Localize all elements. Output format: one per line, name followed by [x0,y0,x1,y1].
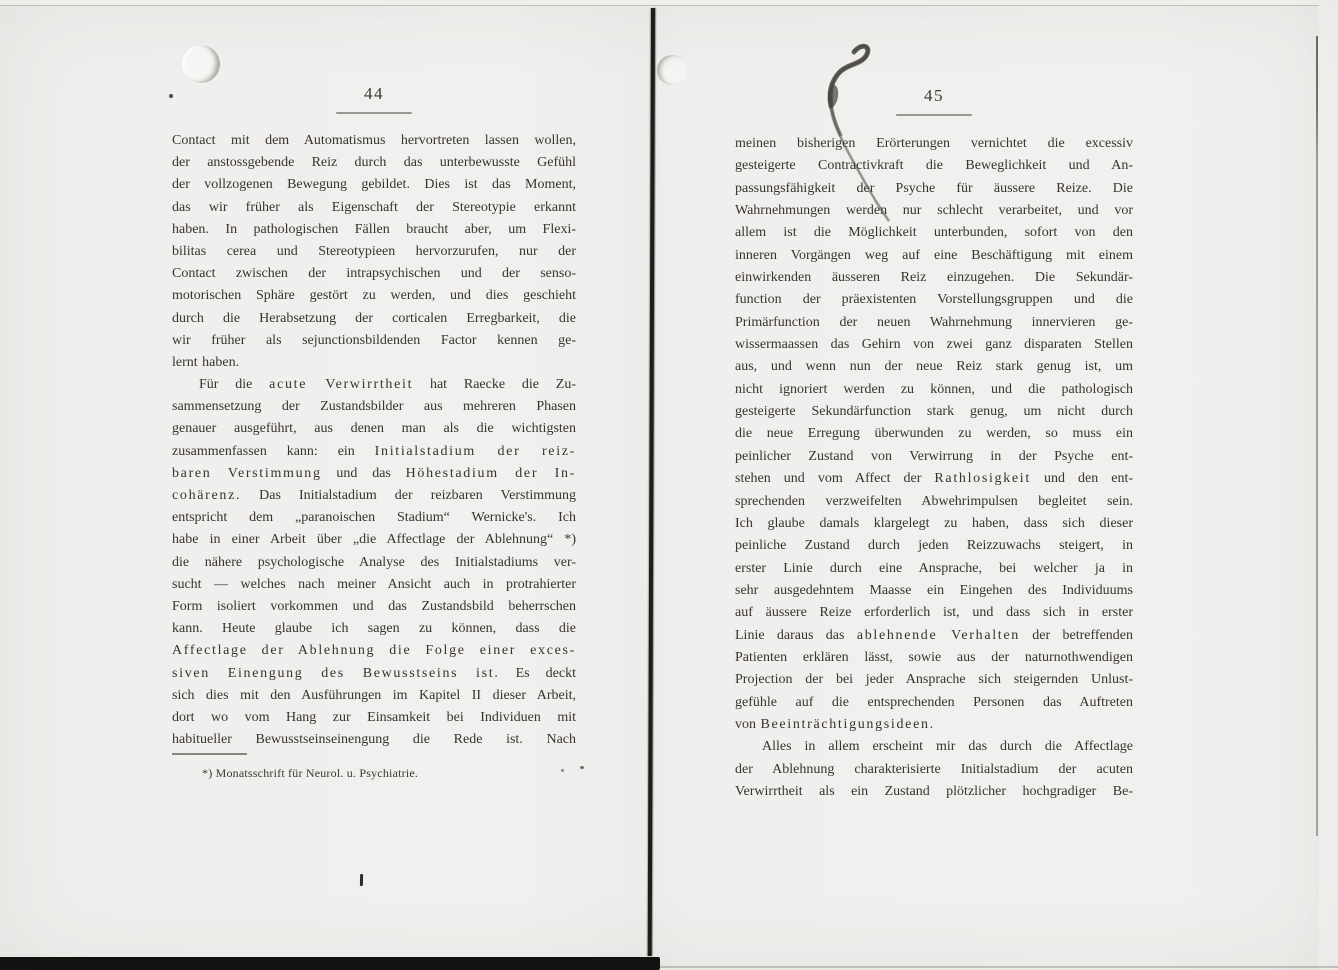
page-number: 45 [924,86,944,105]
text-line: Primärfunction der neuen Wahrnehmung innervieren ge- [735,314,1133,330]
text-line: bilitas cerea und Stereotypieen hervorzurufen, nur der [172,243,576,259]
footnote-rule [172,753,247,755]
text-line: Affectlage der Ablehnung die Folge einer exces- [172,643,576,659]
text-line: peinliche Zustand durch jeden Reizzuwachs steigert, in [735,538,1133,554]
text-line: aus, und wenn nun der neue Reiz stark genug ist, um [735,359,1133,375]
text-line: Form isoliert vorkommen und das Zustandsbild beherrschen [172,598,576,614]
text-line: Contact mit dem Automatismus hervortreten lassen wollen, [172,133,576,148]
text-line: gesteigerte Contractivkraft die Beweglichkeit und An- [735,158,1133,174]
text-line: kann. Heute glaube ich sagen zu können, dass die [172,621,576,637]
text-line: sucht — welches nach meiner Ansicht auch in protrahierter [172,576,576,592]
text-line: inneren Vorgängen weg auf eine Beschäftigung mit einem [735,247,1133,263]
text-line: habe in einer Arbeit über „die Affectlage der Ablehnung“ *) [172,532,576,548]
text-line: einwirkenden äusseren Reiz einzugehen. Die Sekundär- [735,270,1133,286]
text-line: meinen bisherigen Erörterungen vernichtet die excessiv [735,136,1133,151]
scan-bottom-edge-bar [0,957,660,970]
page-number-rule [336,112,412,114]
text-line: passungsfähigkeit der Psyche für äussere Reize. Die [735,180,1133,196]
text-line: lernt haben. [172,354,240,370]
text-line: wissermaassen das Gehirn von zwei ganz disparaten Stellen [735,337,1133,353]
text-line: Wahrnehmungen werden nur schlecht verarbeitet, und vor [735,203,1133,219]
text-line: erster Linie durch eine Ansprache, bei welcher ja in [735,560,1133,576]
text-line: stehen und vom Affect der Rathlosigkeit und den ent- [735,471,1133,487]
text-line: Linie daraus das ablehnende Verhalten der betreffenden [735,627,1133,643]
text-line: der vollzogenen Bewegung gebildet. Dies ist das Moment, [172,177,576,193]
page-edge-line [1316,36,1318,836]
ink-speck [169,94,173,98]
page-number: 44 [364,84,384,103]
scan-bottom-hairline [660,966,1338,968]
text-line: zusammenfassen kann: ein Initialstadium der reiz- [172,443,576,459]
text-line: entspricht dem „paranoischen Stadium“ Wernicke's. Ich [172,510,576,526]
text-line: sprechenden verzweifelten Abwehrimpulsen begleitet sein. [735,493,1133,509]
text-line: Verwirrtheit als ein Zustand plötzlicher hochgradiger Be- [735,783,1133,799]
text-line: siven Einengung des Bewusstseins ist. Es deckt [172,665,576,681]
text-line: die neue Erregung überwunden zu werden, so muss ein [735,426,1133,442]
scan-top-hairline [0,5,1338,6]
text-line: sehr ausgedehntem Maasse ein Eingehen des Individuums [735,582,1133,598]
text-line: nicht ignoriert werden zu können, und die pathologisch [735,381,1133,397]
text-line: Ich glaube damals klargelegt zu haben, dass sich dieser [735,515,1133,531]
text-line: allem ist die Möglichkeit unterbunden, sofort von den [735,225,1133,241]
text-line: habitueller Bewusstseinseinengung die Rede ist. Nach [172,732,576,748]
text-line: Patienten erklären lässt, sowie aus der naturnothwendigen [735,649,1133,665]
text-line: dort wo vom Hang zur Einsamkeit bei Individuen mit [172,709,576,725]
text-line: durch die Herabsetzung der corticalen Erregbarkeit, die [172,310,576,326]
text-line: peinlicher Zustand von Verwirrung in der Psyche ent- [735,448,1133,464]
binding-shadow-line [648,8,655,956]
footnote-text: *) Monatsschrift für Neurol. u. Psychiatrie. [202,766,419,780]
page-45 [735,86,1133,916]
text-line: von Beeinträchtigungsideen. [735,716,935,732]
text-line: genauer ausgeführt, aus denen man als die wichtigsten [172,421,576,437]
text-line: der anstossgebende Reiz durch das unterbewusste Gefühl [172,155,576,171]
ink-speck [580,766,584,769]
text-line: gefühle auf die entsprechenden Personen das Auftreten [735,694,1133,710]
ink-speck [561,769,564,772]
page-44 [172,84,576,904]
text-line: sich dies mit den Ausführungen im Kapitel II dieser Arbeit, [172,687,576,703]
text-line: gesteigerte Sekundärfunction stark genug, um nicht durch [735,404,1133,420]
text-line: Contact zwischen der intrapsychischen und der senso- [172,266,576,282]
scan-right-margin [1319,0,1338,970]
text-line: motorischen Sphäre gestört zu werden, und dies geschieht [172,288,576,304]
text-line: baren Verstimmung und das Höhestadium der In- [172,465,576,481]
text-line: die nähere psychologische Analyse des Initialstadiums ver- [172,554,576,570]
text-line: function der präexistenten Vorstellungsgruppen und die [735,292,1133,308]
text-line: Projection der bei jeder Ansprache sich steigernden Unlust- [735,672,1133,688]
signature-mark [360,874,363,886]
text-line: wir früher als sejunctionsbildenden Factor kennen ge- [172,332,576,348]
text-line: haben. In pathologischen Fällen braucht aber, um Flexi- [172,221,576,237]
ink-stain [800,38,920,228]
text-line: Alles in allem erscheint mir das durch die Affectlage [762,739,1133,755]
punch-hole [657,55,687,85]
page-45-text-column [735,133,1133,803]
text-line: das wir früher als Eigenschaft der Stereotypie erkannt [172,199,576,215]
punch-hole [182,45,220,83]
text-line: sammensetzung der Zustandsbilder aus mehreren Phasen [172,399,576,415]
page-44-text-column [172,130,576,751]
text-line: cohärenz. Das Initialstadium der reizbaren Verstimmung [172,488,576,503]
text-line: der Ablehnung charakterisierte Initialstadium der acuten [735,761,1133,777]
text-line: Für die acute Verwirrtheit hat Raecke die Zu- [199,377,576,393]
text-line: auf äussere Reize erforderlich ist, und dass sich in erster [735,605,1133,621]
